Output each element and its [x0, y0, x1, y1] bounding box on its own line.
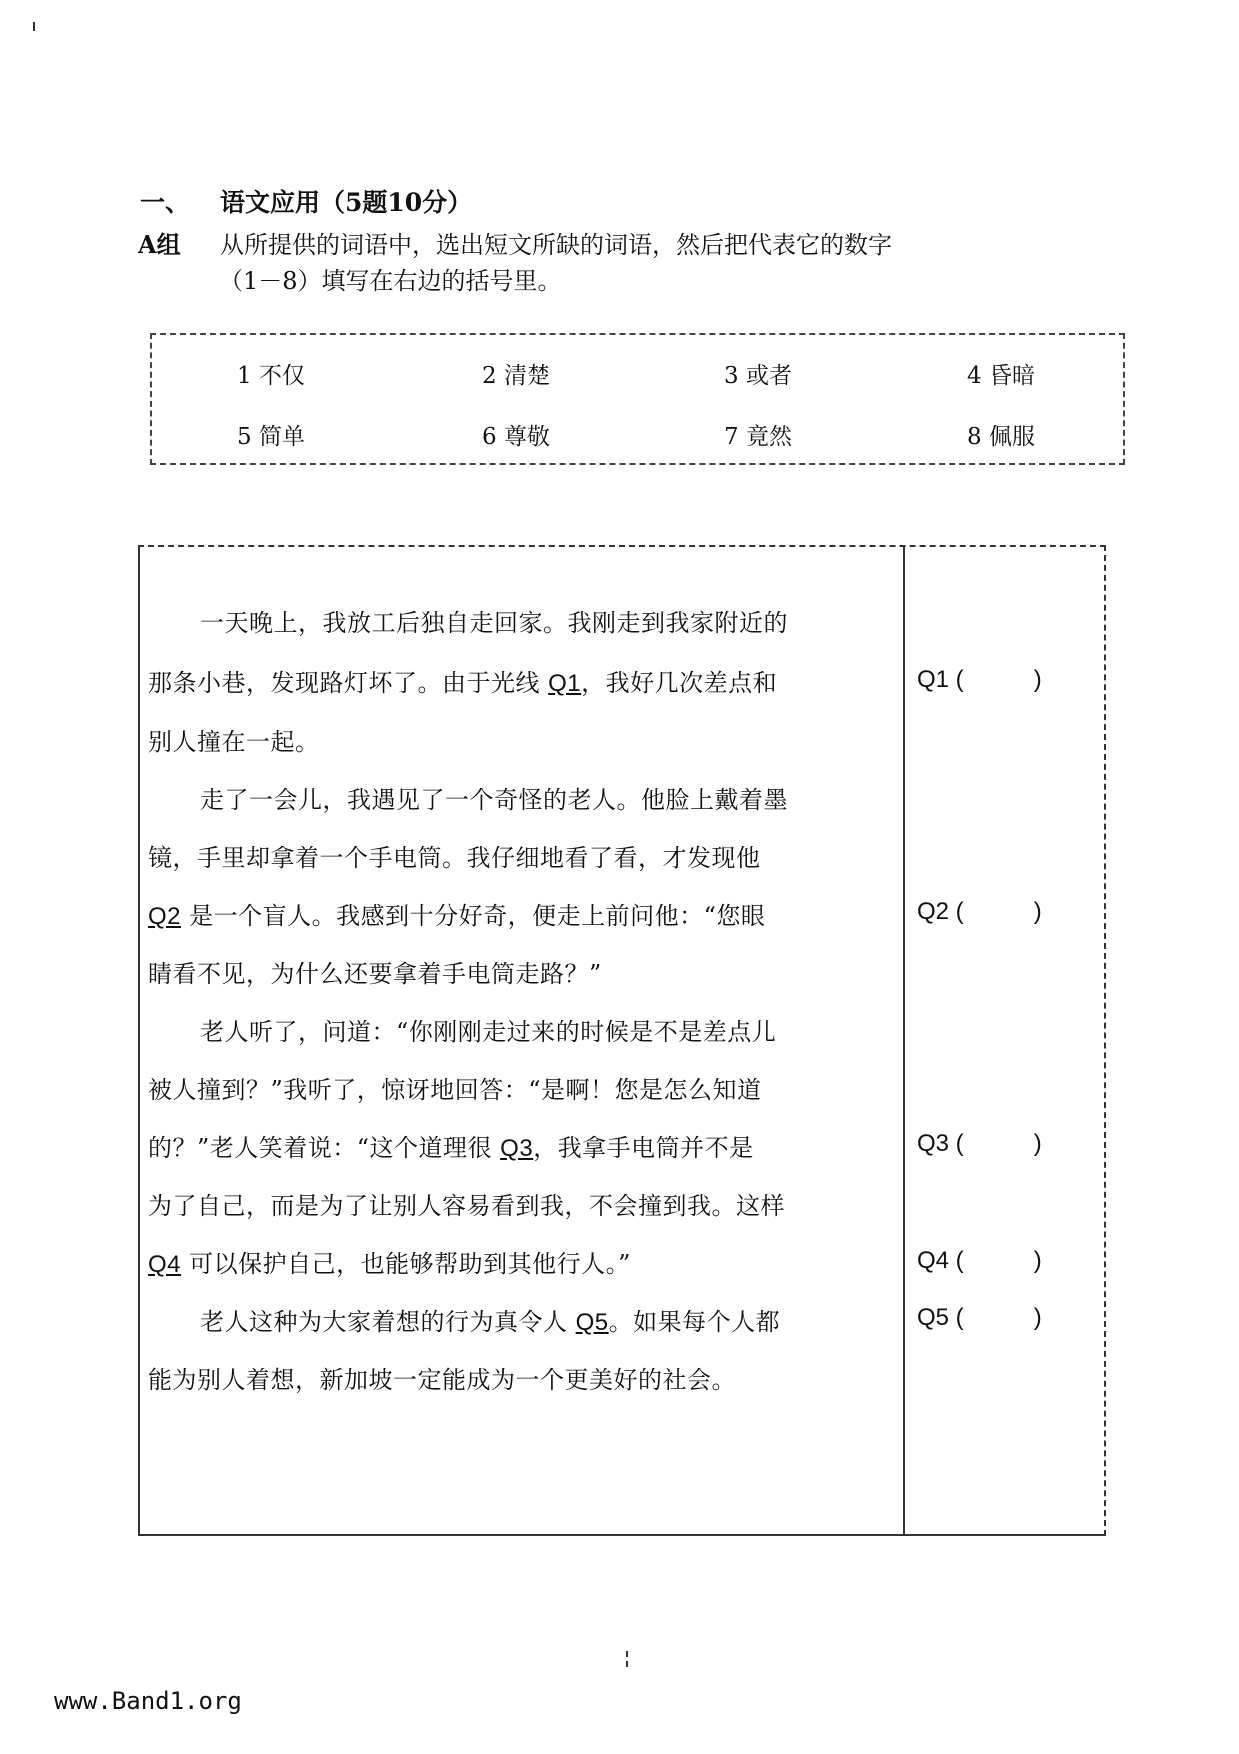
passage-line: 睛看不见，为什么还要拿着手电筒走路？”: [148, 960, 602, 988]
passage-line: 一天晚上，我放工后独自走回家。我刚走到我家附近的: [200, 609, 788, 637]
passage-line: 走了一会儿，我遇见了一个奇怪的老人。他脸上戴着墨: [200, 786, 788, 814]
passage-line: 别人撞在一起。: [148, 728, 320, 756]
blank-q5: Q5: [575, 1309, 609, 1336]
scan-corner-mark: [33, 22, 35, 31]
answer-slot-q4[interactable]: [917, 1247, 1042, 1275]
answer-paren: ): [1033, 666, 1042, 693]
answer-slot-q2[interactable]: [917, 898, 1042, 926]
passage-divider: [903, 545, 905, 1536]
word-option-5: 5 简单: [237, 424, 305, 450]
passage-text: ，我拿手电筒并不是: [533, 1134, 754, 1162]
answer-label: Q3 (: [917, 1130, 964, 1157]
answer-label: Q2 (: [917, 898, 964, 925]
blank-q1: Q1: [548, 670, 582, 697]
answer-label: Q5 (: [917, 1304, 964, 1331]
instruction-line-1: [138, 225, 892, 260]
passage-text: 的？”老人笑着说：“这个道理很: [148, 1134, 501, 1162]
answer-slot-q5[interactable]: [917, 1304, 1042, 1332]
word-option-2: 2 清楚: [482, 363, 550, 389]
answer-slot-q3[interactable]: [917, 1130, 1042, 1158]
passage-line: 能为别人着想，新加坡一定能成为一个更美好的社会。: [148, 1366, 736, 1394]
blank-q4: Q4: [148, 1251, 182, 1278]
word-option-8: 8 佩服: [967, 424, 1035, 450]
answer-paren: ): [1033, 1130, 1042, 1157]
passage-line: 镜，手里却拿着一个手电筒。我仔细地看了看，才发现他: [148, 844, 761, 872]
passage-text: 是一个盲人。我感到十分好奇，便走上前问他：“您眼: [181, 902, 766, 930]
passage-line: 老人听了，问道：“你刚刚走过来的时候是不是差点儿: [200, 1018, 777, 1046]
blank-q3: Q3: [500, 1135, 534, 1162]
passage-text: 。如果每个人都: [608, 1308, 781, 1336]
passage-line: 为了自己，而是为了让别人容易看到我，不会撞到我。这样: [148, 1192, 785, 1220]
word-option-7: 7 竟然: [724, 424, 792, 450]
passage-text: 可以保护自己，也能够帮助到其他行人。”: [181, 1250, 631, 1278]
group-label: A组: [138, 230, 181, 259]
answer-paren: ): [1033, 898, 1042, 925]
answer-paren: ): [1033, 1304, 1042, 1331]
passage-line: [148, 663, 777, 698]
answer-slot-q1[interactable]: [917, 666, 1042, 694]
answer-label: Q1 (: [917, 666, 964, 693]
instruction-text-1: 从所提供的词语中，选出短文所缺的词语，然后把代表它的数字: [220, 231, 892, 259]
passage-line: [148, 1244, 631, 1279]
passage-text: ，我好几次差点和: [581, 669, 778, 697]
passage-line: [148, 1128, 754, 1163]
passage-line: 被人撞到？”我听了，惊讶地回答：“是啊！您是怎么知道: [148, 1076, 762, 1104]
passage-text: 老人这种为大家着想的行为真令人: [200, 1308, 576, 1336]
passage-text: 那条小巷，发现路灯坏了。由于光线: [148, 669, 549, 697]
passage-line: [200, 1302, 780, 1337]
page-mark: [626, 1651, 631, 1667]
blank-q2: Q2: [148, 903, 182, 930]
word-option-6: 6 尊敬: [482, 424, 550, 450]
word-option-3: 3 或者: [724, 363, 792, 389]
section-heading: [140, 183, 472, 219]
footer-url: www.Band1.org: [54, 1687, 242, 1715]
word-option-1: 1 不仅: [237, 363, 305, 389]
answer-label: Q4 (: [917, 1247, 964, 1274]
answer-paren: ): [1033, 1247, 1042, 1274]
word-bank-box: [150, 333, 1125, 465]
section-number: 一、: [140, 188, 191, 217]
word-option-4: 4 昏暗: [967, 363, 1035, 389]
passage-line: [148, 896, 765, 931]
section-title: 语文应用（5题10分）: [220, 188, 473, 217]
instruction-line-2: （1－8）填写在右边的括号里。: [219, 267, 562, 295]
